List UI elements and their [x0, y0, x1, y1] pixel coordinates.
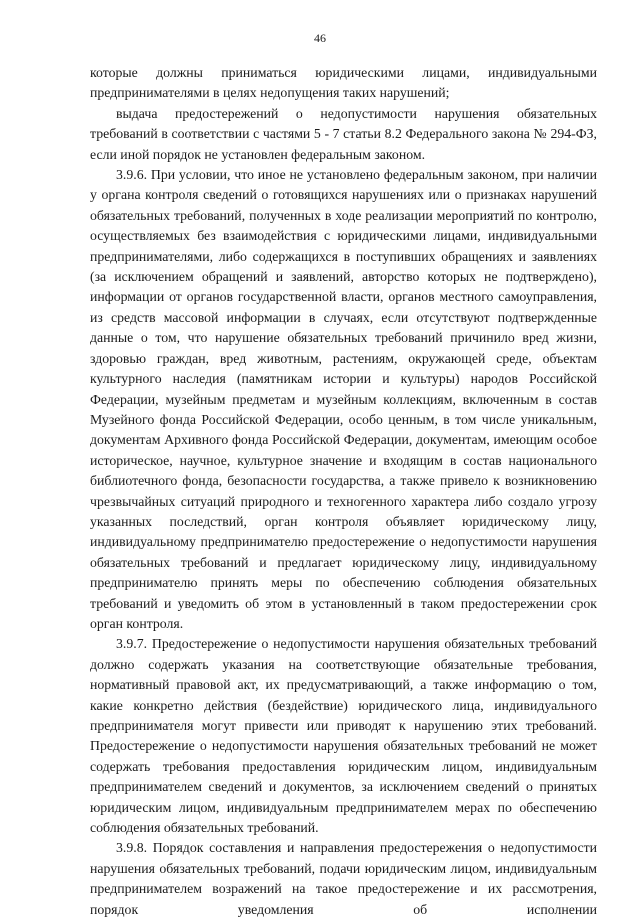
paragraph-3-9-6: 3.9.6. При условии, что иное не установлено федеральным законом, при наличии у органа контроля сведений о готовящихся нарушениях или о признаках нарушений обязательных требований, полученных в ходе реализации мероприятий по контролю, осуществляемых без взаимодействия с юридическими лицами, индивидуальными предпринимателями, либо содержащихся в поступивших обращениях и заявлениях (за исключением обращений и заявлений, авторство которых не подтверждено), информации от органов государственной власти, органов местного самоуправления, из средств массовой информации в случаях, если отсутствуют подтвержденные данные о том, что нарушение обязательных требований причинило вред жизни, здоровью граждан, вред животным, растениям, окружающей среде, объектам культурного наследия (памятникам истории и культуры) народов Российской Федерации, музейным предметам и музейным коллекциям, включенным в состав Музейного фонда Российской Федерации, особо ценным, в том числе уникальным, документам Архивного фонда Российской Федерации, документам, имеющим особое историческое, научное, культурное значение и входящим в состав национального библиотечного фонда, безопасности государства, а также привело к возникновению чрезвычайных ситуаций природного и техногенного характера либо создало угрозу указанных последствий, орган контроля объявляет юридическому лицу, индивидуальному предпринимателю предостережение о недопустимости нарушения обязательных требований и предлагает юридическому лицу, индивидуальному предпринимателю принять меры по обеспечению соблюдения обязательных требований и уведомить об этом в установленный в таком предостережении срок орган контроля. [90, 167, 597, 631]
document-body [90, 63, 597, 920]
page-number: 46 [314, 31, 326, 45]
paragraph-3-9-8: 3.9.8. Порядок составления и направления предостережения о недопустимости нарушения обязательных требований, подачи юридическим лицом, индивидуальным предпринимателем возражений на такое предостережение и их рассмотрения, порядок уведомления об исполнении [90, 840, 597, 917]
paragraph-warnings-issuance: выдача предостережений о недопустимости нарушения обязательных требований в соответствии с частями 5 - 7 статьи 8.2 Федерального закона № 294-ФЗ, если иной порядок не установлен федеральным законом. [90, 105, 597, 162]
paragraph-continuation: которые должны приниматься юридическими лицами, индивидуальными предпринимателями в целях недопущения таких нарушений; [90, 65, 597, 101]
paragraph-3-9-7: 3.9.7. Предостережение о недопустимости нарушения обязательных требований должно содержать указания на соответствующие обязательные требования, нормативный правовой акт, их предусматривающий, а также информацию о том, какие конкретно действия (бездействие) юридического лица, индивидуального предпринимателя могут привести или приводят к нарушению этих требований. Предостережение о недопустимости нарушения обязательных требований не может содержать требования предоставления юридическим лицом, индивидуальным предпринимателем сведений и документов, за исключением сведений о принятых юридическим лицом, индивидуальным предпринимателем мерах по обеспечению соблюдения обязательных требований. [90, 636, 597, 836]
